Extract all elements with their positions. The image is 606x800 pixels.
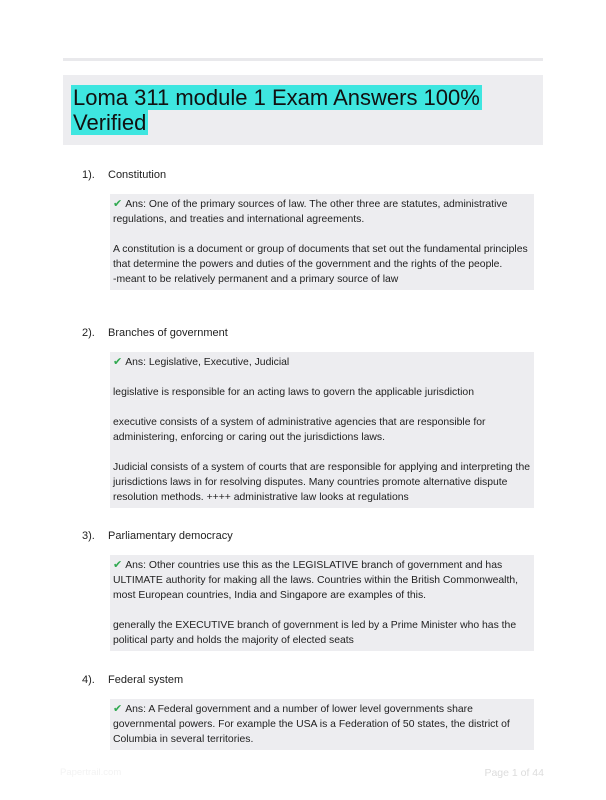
answer-box [110,699,534,750]
question-number: 2). [82,327,95,339]
question-term: Constitution [108,169,167,181]
answer-paragraph [113,197,530,227]
checkmark-icon: ✔ [113,559,123,571]
top-divider [63,58,543,61]
answer-paragraph [113,355,530,370]
answer-paragraph: executive consists of a system of administrative agencies that are responsible for administering, enforcing or caring out the jurisdictions laws. [113,417,486,443]
answer-paragraph [113,702,530,747]
answer-box [110,352,534,508]
answer-paragraph [113,558,530,603]
answer-paragraph: Judicial consists of a system of courts that are responsible for applying and interpreting the jurisdictions laws in for resolving disputes. Many countries promote alternative dispute resolution methods. ++++ administrative law looks at regulations [113,462,531,503]
checkmark-icon: ✔ [113,356,123,368]
question-term: Branches of government [108,327,228,339]
answer-text: Ans: Legislative, Executive, Judicial [125,357,290,368]
checkmark-icon: ✔ [113,703,123,715]
page-number: Page 1 of 44 [484,767,544,779]
answer-paragraph: legislative is responsible for an acting laws to govern the applicable jurisdiction [113,387,474,398]
answer-box [110,555,534,651]
answer-text: Ans: One of the primary sources of law. The other three are statutes, administrative regulations, and treaties and international agreements. [113,199,508,225]
answer-text: Ans: A Federal government and a number of lower level governments share governmental powers. For example the USA is a Federation of 50 states, the district of Columbia in several territories. [113,704,510,745]
checkmark-icon: ✔ [113,198,123,210]
question-number: 3). [82,530,95,542]
question-number: 1). [82,169,95,181]
question-term: Parliamentary democracy [108,530,233,542]
document-title [71,85,491,135]
title-highlight: Loma 311 module 1 Exam Answers 100% Verified [73,85,480,135]
answer-box [110,194,534,290]
title-banner [63,75,543,145]
footer-watermark: Papertrail.com [60,767,122,778]
answer-paragraph: A constitution is a document or group of documents that set out the fundamental principles that determine the powers and duties of the government and the rights of the people. -meant to be relatively permanent and a primary source of law [113,244,528,285]
answer-paragraph: generally the EXECUTIVE branch of government is led by a Prime Minister who has the political party and holds the majority of elected seats [113,620,517,646]
answer-text: Ans: Other countries use this as the LEGISLATIVE branch of government and has ULTIMATE authority for making all the laws. Countries within the British Commonwealth, most European countries, India and Singapore are examples of this. [113,560,519,601]
question-term: Federal system [108,674,184,686]
question-number: 4). [82,674,95,686]
